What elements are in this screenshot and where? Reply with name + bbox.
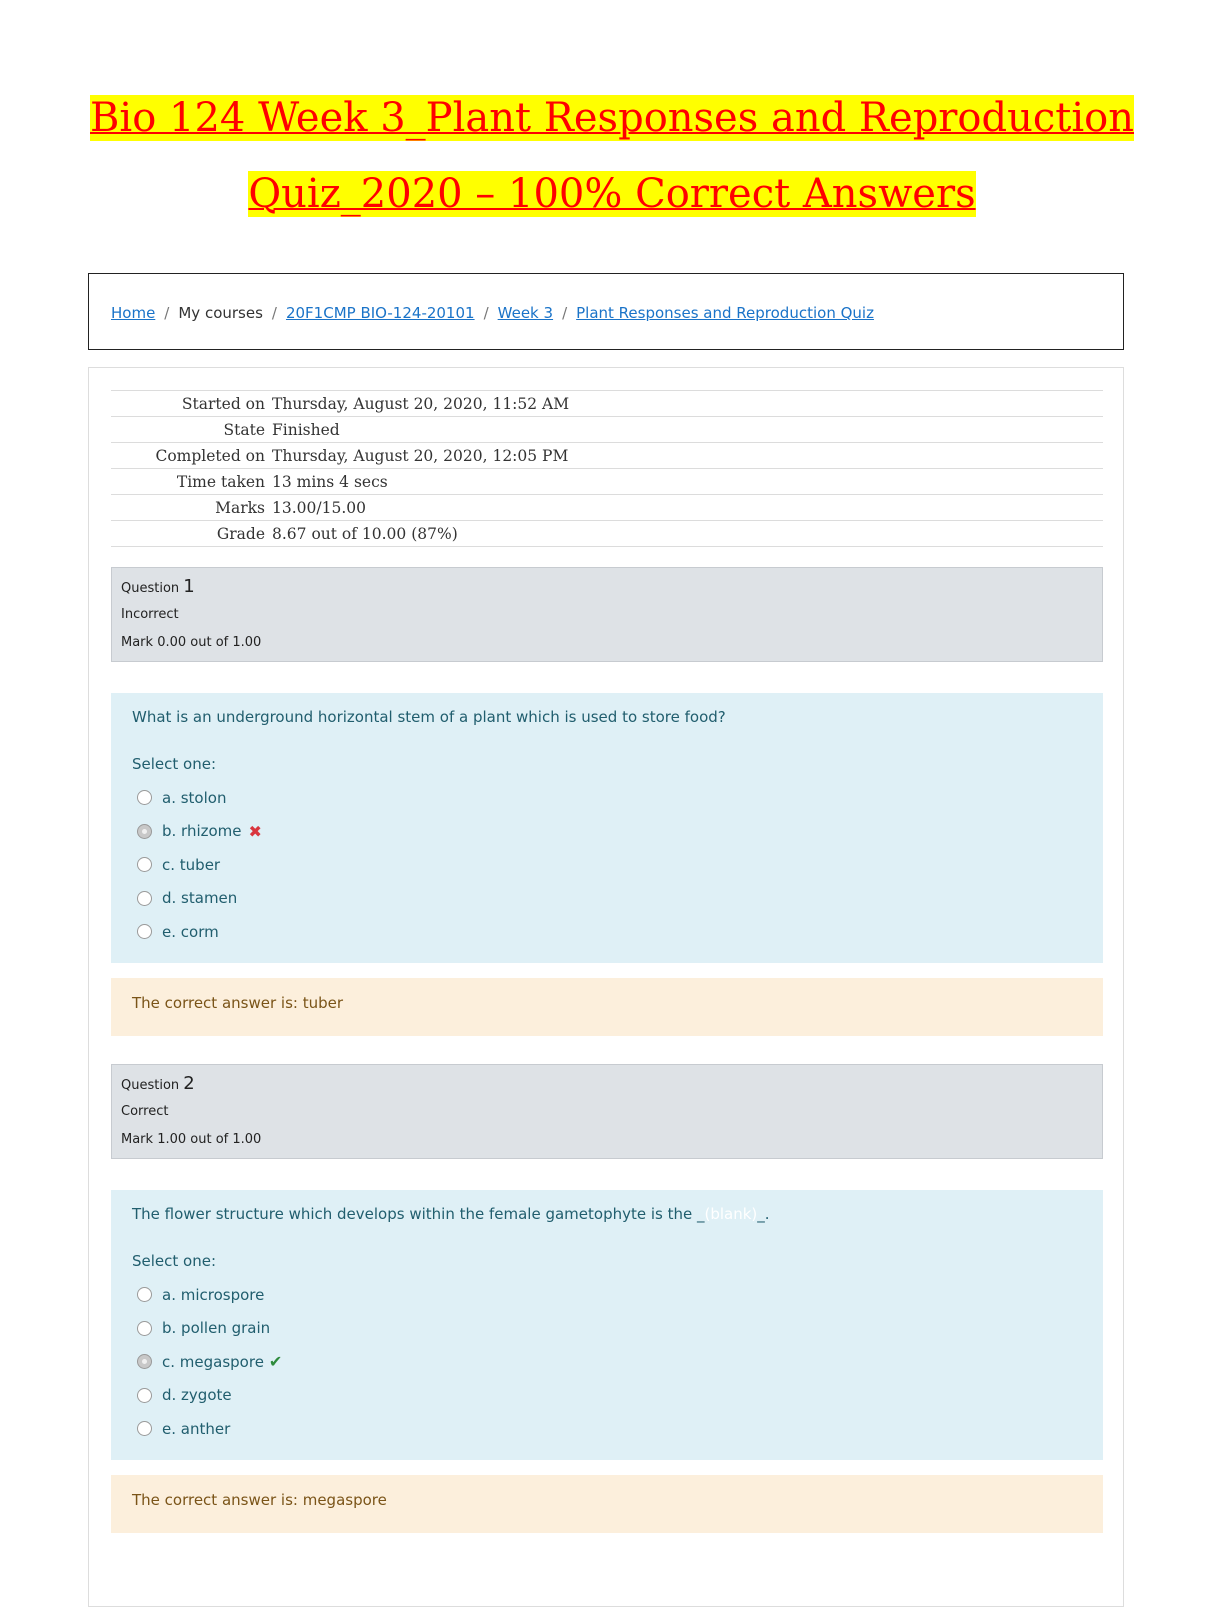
answer-options	[137, 781, 262, 949]
question-number-value: 2	[183, 1073, 195, 1094]
answer-label: e. anther	[162, 1419, 231, 1438]
question-state: Correct	[121, 1104, 169, 1119]
select-one-prompt: Select one:	[132, 755, 217, 773]
summary-value: Thursday, August 20, 2020, 11:52 AM	[272, 394, 570, 413]
summary-value: 13 mins 4 secs	[272, 472, 388, 491]
correct-answer-text: The correct answer is: megaspore	[132, 1491, 387, 1509]
radio-button[interactable]	[137, 1287, 152, 1302]
answer-label: d. zygote	[162, 1386, 232, 1405]
answer-option-b[interactable]	[137, 1312, 282, 1346]
summary-label: Time taken	[176, 472, 265, 491]
answer-label: b. rhizome	[162, 822, 242, 841]
quiz-review-panel	[88, 367, 1124, 1607]
summary-value: 8.67 out of 10.00 (87%)	[272, 524, 458, 543]
summary-row-marks	[111, 495, 1103, 521]
check-icon: ✔	[268, 1352, 283, 1372]
question-number	[121, 576, 195, 597]
answer-label: e. corm	[162, 922, 219, 941]
summary-value: Finished	[272, 420, 340, 439]
radio-button[interactable]	[137, 891, 152, 906]
correct-answer-text: The correct answer is: tuber	[132, 994, 344, 1012]
answer-options	[137, 1278, 282, 1446]
question-1-content	[111, 693, 1103, 963]
answer-label: c. megaspore	[162, 1352, 264, 1371]
answer-option-c[interactable]	[137, 848, 262, 882]
summary-row-grade	[111, 521, 1103, 547]
summary-label: Started on	[181, 394, 265, 413]
blank-placeholder: (blank)	[704, 1205, 758, 1223]
radio-button[interactable]	[137, 790, 152, 805]
summary-label: Grade	[216, 524, 265, 543]
title-line-1: Bio 124 Week 3_Plant Responses and Reproduction	[90, 95, 1134, 141]
summary-row-time-taken	[111, 469, 1103, 495]
summary-label: State	[223, 420, 265, 439]
question-label: Question	[121, 581, 180, 596]
summary-row-started	[111, 391, 1103, 417]
breadcrumb-home-link[interactable]: Home	[111, 304, 156, 322]
breadcrumb-separator: /	[164, 304, 170, 322]
answer-label: b. pollen grain	[162, 1319, 271, 1338]
answer-option-d[interactable]	[137, 1379, 282, 1413]
summary-label: Completed on	[155, 446, 265, 465]
question-label: Question	[121, 1078, 180, 1093]
radio-button[interactable]	[137, 1321, 152, 1336]
answer-label: a. stolon	[162, 788, 227, 807]
radio-button[interactable]	[137, 1388, 152, 1403]
question-state: Incorrect	[121, 607, 179, 622]
question-2-info	[111, 1064, 1103, 1159]
summary-row-completed	[111, 443, 1103, 469]
answer-option-e[interactable]	[137, 915, 262, 949]
document-title	[0, 84, 1224, 236]
radio-button[interactable]	[137, 924, 152, 939]
select-one-prompt: Select one:	[132, 1252, 217, 1270]
question-2-feedback	[111, 1475, 1103, 1533]
breadcrumb-separator: /	[271, 304, 277, 322]
answer-option-c[interactable]	[137, 1345, 282, 1379]
answer-label: a. microspore	[162, 1285, 265, 1304]
radio-button-selected[interactable]	[137, 1354, 152, 1369]
summary-value: 13.00/15.00	[272, 498, 366, 517]
radio-button[interactable]	[137, 1421, 152, 1436]
answer-label: d. stamen	[162, 889, 238, 908]
attempt-summary-table	[111, 390, 1103, 547]
radio-button-selected[interactable]	[137, 824, 152, 839]
breadcrumb-week-link[interactable]: Week 3	[497, 304, 554, 322]
question-mark: Mark 1.00 out of 1.00	[121, 1132, 262, 1147]
answer-label: c. tuber	[162, 855, 221, 874]
breadcrumb-separator: /	[562, 304, 568, 322]
summary-row-state	[111, 417, 1103, 443]
answer-option-a[interactable]	[137, 781, 262, 815]
answer-option-b[interactable]	[137, 815, 262, 849]
breadcrumb-course-link[interactable]: 20F1CMP BIO-124-20101	[285, 304, 475, 322]
question-2-content	[111, 1190, 1103, 1460]
question-text	[132, 1205, 770, 1223]
breadcrumb-container	[88, 273, 1124, 350]
question-text-after: _.	[757, 1205, 770, 1223]
cross-icon: ✖	[248, 821, 262, 841]
answer-option-d[interactable]	[137, 882, 262, 916]
question-text-before: The flower structure which develops within the female gametophyte is the _	[132, 1205, 705, 1223]
title-line-2: Quiz_2020 – 100% Correct Answers	[248, 171, 976, 217]
answer-option-e[interactable]	[137, 1412, 282, 1446]
question-mark: Mark 0.00 out of 1.00	[121, 635, 262, 650]
breadcrumb	[111, 304, 874, 322]
radio-button[interactable]	[137, 857, 152, 872]
breadcrumb-separator: /	[483, 304, 489, 322]
summary-value: Thursday, August 20, 2020, 12:05 PM	[272, 446, 569, 465]
question-number	[121, 1073, 195, 1094]
question-number-value: 1	[183, 576, 195, 597]
breadcrumb-my-courses: My courses	[178, 304, 263, 322]
question-text: What is an underground horizontal stem of a plant which is used to store food?	[132, 708, 726, 726]
breadcrumb-quiz-link[interactable]: Plant Responses and Reproduction Quiz	[576, 304, 874, 322]
summary-label: Marks	[215, 498, 265, 517]
answer-option-a[interactable]	[137, 1278, 282, 1312]
question-1-info	[111, 567, 1103, 662]
question-1-feedback	[111, 978, 1103, 1036]
